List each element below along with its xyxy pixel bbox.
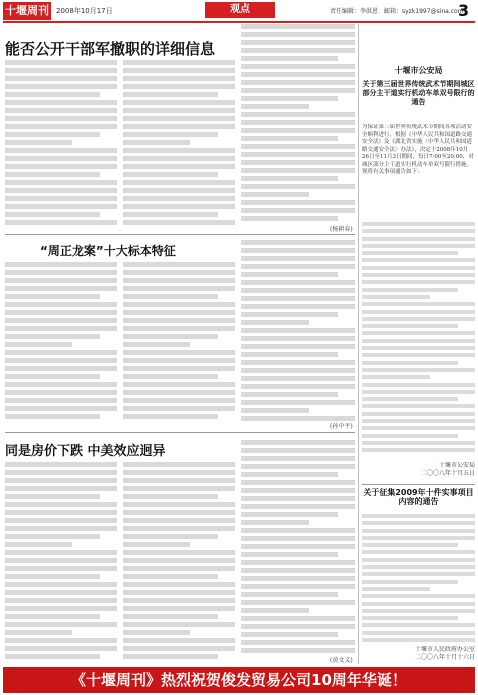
body-text-line — [241, 584, 355, 589]
body-text-line — [123, 172, 218, 177]
body-text-line — [362, 419, 475, 423]
body-text-line — [362, 237, 475, 241]
notice-2-sign-org: 十堰市人民政府办公室 — [414, 646, 475, 653]
body-text-line — [5, 310, 117, 315]
body-text-line — [241, 264, 355, 269]
body-text-line — [241, 128, 355, 133]
body-text-line — [362, 273, 475, 277]
body-text-line — [5, 542, 72, 547]
body-text-line — [5, 286, 117, 291]
body-text-line — [241, 648, 355, 653]
body-text-line — [241, 176, 338, 181]
body-text-line — [241, 624, 355, 629]
body-text-line — [362, 339, 475, 343]
body-text-line — [5, 326, 117, 331]
body-text-line — [5, 212, 100, 217]
notice-1-title-wrap — [362, 80, 475, 120]
notice-2-sign-date: 二〇〇八年十月十六日 — [414, 654, 475, 661]
body-text-line — [5, 638, 117, 643]
body-text-line — [241, 600, 355, 605]
body-text-line — [123, 638, 235, 643]
body-text-line — [123, 566, 235, 571]
body-text-line — [362, 317, 475, 321]
body-text-line — [123, 286, 235, 291]
body-text-line — [241, 296, 355, 301]
body-text-line — [123, 278, 235, 283]
body-text-line — [5, 550, 117, 555]
article-1-body-col1 — [5, 60, 117, 230]
notice-1-issuer: 十堰市公安局 — [394, 66, 443, 75]
body-text-line — [241, 520, 309, 525]
body-text-line — [362, 229, 475, 233]
body-text-line — [123, 204, 235, 209]
body-text-line — [241, 312, 338, 317]
body-text-line — [241, 368, 355, 373]
body-text-line — [241, 328, 355, 333]
body-text-line — [5, 494, 100, 499]
body-text-line — [241, 272, 338, 277]
notice-1-issuer-wrap — [362, 66, 475, 80]
body-text-line — [241, 496, 355, 501]
body-text-line — [5, 590, 117, 595]
section-divider-2 — [5, 432, 355, 433]
body-text-line — [123, 92, 218, 97]
body-text-line — [5, 124, 117, 129]
notice-1-signature — [362, 462, 475, 482]
body-text-line — [241, 408, 309, 413]
body-text-line — [123, 550, 235, 555]
body-text-line — [241, 304, 355, 309]
body-text-line — [5, 622, 117, 627]
body-text-line — [5, 406, 117, 411]
body-text-line — [241, 352, 338, 357]
body-text-line — [123, 220, 235, 225]
body-text-line — [362, 536, 475, 540]
body-text-line — [123, 124, 235, 129]
body-text-line — [5, 566, 117, 571]
body-text-line — [362, 383, 475, 387]
body-text-line — [5, 510, 117, 515]
body-text-line — [123, 462, 235, 467]
body-text-line — [123, 646, 235, 651]
body-text-line — [241, 288, 355, 293]
body-text-line — [123, 494, 218, 499]
body-text-line — [241, 544, 355, 549]
body-text-line — [123, 262, 235, 267]
body-text-line — [241, 360, 355, 365]
body-text-line — [5, 180, 117, 185]
section-divider-1 — [5, 234, 355, 235]
body-text-line — [241, 536, 355, 541]
body-text-line — [362, 514, 475, 518]
body-text-line — [362, 565, 475, 569]
body-text-line — [241, 112, 355, 117]
body-text-line — [5, 526, 117, 531]
body-text-line — [5, 350, 117, 355]
body-text-line — [362, 346, 475, 350]
body-text-line — [241, 136, 338, 141]
body-text-line — [123, 622, 235, 627]
body-text-line — [241, 104, 309, 109]
body-text-line — [362, 251, 458, 255]
body-text-line — [362, 222, 475, 226]
body-text-line — [241, 24, 355, 29]
body-text-line — [241, 248, 355, 253]
body-text-line — [5, 462, 117, 467]
notice-1-sign-org: 十堰市公安局 — [438, 462, 475, 469]
body-text-line — [241, 192, 309, 197]
body-text-line — [362, 631, 475, 635]
body-text-line — [123, 68, 235, 73]
body-text-line — [123, 334, 218, 339]
body-text-line — [5, 318, 117, 323]
body-text-line — [241, 552, 338, 557]
body-text-line — [241, 592, 338, 597]
notice-2-signature — [362, 646, 475, 666]
body-text-line — [5, 334, 100, 339]
body-text-line — [123, 478, 235, 483]
body-text-line — [362, 426, 475, 430]
article-2-byline: (孙中平) — [330, 423, 353, 430]
body-text-line — [241, 480, 355, 485]
body-text-line — [241, 64, 355, 69]
body-text-line — [362, 448, 475, 452]
body-text-line — [123, 574, 218, 579]
body-text-line — [5, 382, 117, 387]
body-text-line — [241, 56, 338, 61]
body-text-line — [5, 100, 117, 105]
page-number: 3 — [458, 1, 470, 20]
body-text-line — [123, 598, 235, 603]
body-text-line — [362, 375, 430, 379]
notice-2-title: 关于征集2009年十件实事项目内容的通告 — [363, 488, 474, 506]
body-text-line — [362, 521, 475, 525]
article-2-body-col2 — [123, 262, 235, 428]
body-text-line — [5, 470, 117, 475]
body-text-line — [241, 320, 309, 325]
newspaper-logo: 十堰周刊 — [3, 2, 51, 20]
body-text-line — [5, 148, 117, 153]
body-text-line — [123, 310, 235, 315]
body-text-line — [362, 638, 475, 642]
body-text-line — [123, 614, 218, 619]
body-text-line — [123, 534, 218, 539]
body-text-line — [5, 390, 117, 395]
body-text-line — [241, 472, 338, 477]
body-text-line — [241, 448, 355, 453]
body-text-line — [362, 397, 458, 401]
body-text-line — [241, 392, 338, 397]
body-text-line — [5, 558, 117, 563]
article-2-title: “周正龙案”十大标本特征 — [40, 244, 176, 258]
body-text-line — [123, 84, 235, 89]
body-text-line — [362, 288, 458, 292]
body-text-line — [123, 108, 235, 113]
body-text-line — [362, 361, 458, 365]
article-3-title: 同是房价下跌 中美效应迥异 — [5, 444, 166, 459]
body-text-line — [123, 374, 218, 379]
congratulation-banner: 《十堰周刊》热烈祝贺俊发贸易公司10周年华诞！ — [3, 667, 475, 693]
body-text-line — [241, 608, 309, 613]
body-text-line — [362, 404, 475, 408]
body-text-line — [241, 616, 355, 621]
notice-divider — [362, 484, 475, 485]
body-text-line — [123, 60, 235, 65]
body-text-line — [241, 336, 355, 341]
body-text-line — [362, 280, 475, 284]
notice-2-title-wrap — [362, 488, 475, 510]
body-text-line — [362, 602, 475, 606]
body-text-line — [362, 310, 475, 314]
body-text-line — [5, 68, 117, 73]
body-text-line — [5, 196, 117, 201]
body-text-line — [123, 366, 235, 371]
body-text-line — [362, 543, 458, 547]
body-text-line — [123, 100, 235, 105]
body-text-line — [5, 132, 100, 137]
article-2-body-col1 — [5, 262, 117, 428]
article-1-body-col3 — [241, 24, 355, 230]
body-text-line — [123, 326, 235, 331]
body-text-line — [241, 152, 355, 157]
body-text-line — [123, 654, 218, 659]
body-text-line — [123, 630, 190, 635]
body-text-line — [362, 558, 475, 562]
body-text-line — [123, 406, 235, 411]
body-text-line — [362, 331, 475, 335]
body-text-line — [5, 374, 100, 379]
body-text-line — [5, 582, 117, 587]
right-column-separator — [358, 24, 359, 664]
body-text-line — [5, 630, 72, 635]
body-text-line — [241, 632, 338, 637]
article-2-body-col3 — [241, 240, 355, 428]
body-text-line — [362, 368, 475, 372]
body-text-line — [362, 609, 475, 613]
body-text-line — [123, 132, 218, 137]
body-text-line — [241, 464, 355, 469]
body-text-line — [123, 188, 235, 193]
body-text-line — [5, 654, 100, 659]
body-text-line — [241, 160, 355, 165]
body-text-line — [362, 580, 458, 584]
body-text-line — [362, 353, 475, 357]
body-text-line — [123, 390, 235, 395]
masthead — [0, 0, 478, 22]
article-1-title: 能否公开干部军撤职的详细信息 — [5, 40, 216, 58]
body-text-line — [241, 560, 355, 565]
body-text-line — [5, 366, 117, 371]
section-tab: 观点 — [205, 2, 275, 18]
body-text-line — [241, 184, 355, 189]
body-text-line — [5, 188, 117, 193]
notice-2-body — [362, 514, 475, 646]
body-text-line — [123, 318, 235, 323]
body-text-line — [362, 390, 475, 394]
article-3-body-col3 — [241, 440, 355, 662]
body-text-line — [123, 414, 218, 419]
body-text-line — [5, 262, 117, 267]
body-text-line — [123, 542, 190, 547]
body-text-line — [123, 502, 235, 507]
body-text-line — [362, 623, 475, 627]
body-text-line — [123, 518, 235, 523]
body-text-line — [241, 96, 338, 101]
body-text-line — [5, 574, 100, 579]
notice-1-body — [362, 222, 475, 462]
body-text-line — [241, 640, 355, 645]
notice-1-title: 关于第三届世界传统武术节期间城区部分主干道实行机动车单双号限行的通告 — [362, 80, 475, 106]
body-text-line — [241, 344, 355, 349]
body-text-line — [5, 156, 117, 161]
body-text-line — [5, 398, 117, 403]
body-text-line — [241, 216, 338, 221]
body-text-line — [241, 208, 355, 213]
body-text-line — [123, 302, 235, 307]
body-text-line — [123, 294, 218, 299]
body-text-line — [362, 324, 458, 328]
body-text-line — [241, 456, 355, 461]
body-text-line — [241, 40, 355, 45]
body-text-line — [5, 140, 72, 145]
body-text-line — [123, 342, 190, 347]
body-text-line — [5, 84, 117, 89]
body-text-line — [241, 376, 355, 381]
body-text-line — [5, 614, 100, 619]
body-text-line — [123, 582, 235, 587]
body-text-line — [241, 256, 355, 261]
body-text-line — [5, 502, 117, 507]
article-3-body-col2 — [123, 462, 235, 662]
body-text-line — [362, 434, 458, 438]
body-text-line — [123, 382, 235, 387]
body-text-line — [241, 80, 355, 85]
body-text-line — [241, 48, 355, 53]
body-text-line — [5, 76, 117, 81]
body-text-line — [362, 616, 458, 620]
notice-1-intro: 为保证第三届世界传统武术节期间各项活动安全顺利进行，根据《中华人民共和国道路交通安全法》及《湖北省实施〈中华人民共和国道路交通安全法〉办法》，决定于2008年10月26日至11月3日期间，每日7:00至20:00，对城区部分主干道实行机动车单双号限行措施。现将有关事项通告如下： — [362, 124, 474, 175]
body-text-line — [5, 164, 117, 169]
body-text-line — [241, 120, 355, 125]
body-text-line — [362, 594, 475, 598]
body-text-line — [123, 590, 235, 595]
body-text-line — [5, 294, 100, 299]
body-text-line — [241, 88, 355, 93]
body-text-line — [241, 528, 355, 533]
body-text-line — [241, 240, 355, 245]
body-text-line — [5, 116, 117, 121]
body-text-line — [123, 148, 235, 153]
body-text-line — [5, 518, 117, 523]
body-text-line — [5, 606, 117, 611]
body-text-line — [241, 280, 355, 285]
editor-info: 责任编辑：李洪恩 邮箱：syzk1997@sina.com — [330, 8, 464, 15]
body-text-line — [362, 587, 430, 591]
body-text-line — [241, 200, 355, 205]
body-text-line — [123, 116, 235, 121]
article-3-body-col1 — [5, 462, 117, 662]
body-text-line — [362, 550, 475, 554]
body-text-line — [362, 572, 475, 576]
article-1-byline: (杨耕春) — [330, 226, 353, 233]
body-text-line — [5, 486, 117, 491]
article-3-byline: (黄文义) — [330, 657, 353, 664]
body-text-line — [241, 512, 338, 517]
body-text-line — [123, 510, 235, 515]
issue-date: 2008年10月17日 — [56, 7, 113, 15]
body-text-line — [123, 358, 235, 363]
body-text-line — [123, 486, 235, 491]
notice-1-sign-date: 二〇〇八年十月五日 — [420, 470, 475, 477]
body-text-line — [5, 108, 117, 113]
body-text-line — [5, 302, 117, 307]
body-text-line — [5, 414, 100, 419]
article-1-body-col2 — [123, 60, 235, 230]
body-text-line — [5, 598, 117, 603]
body-text-line — [5, 358, 117, 363]
body-text-line — [123, 180, 235, 185]
body-text-line — [362, 244, 475, 248]
body-text-line — [241, 384, 355, 389]
body-text-line — [123, 606, 235, 611]
notice-1-intro-wrap — [362, 124, 475, 220]
body-text-line — [123, 270, 235, 275]
body-text-line — [123, 350, 235, 355]
body-text-line — [241, 72, 355, 77]
body-text-line — [362, 258, 475, 262]
body-text-line — [123, 470, 235, 475]
body-text-line — [5, 60, 117, 65]
body-text-line — [5, 270, 117, 275]
masthead-rule — [3, 21, 475, 23]
body-text-line — [123, 156, 235, 161]
body-text-line — [5, 342, 72, 347]
body-text-line — [123, 196, 235, 201]
body-text-line — [123, 212, 218, 217]
body-text-line — [5, 92, 100, 97]
body-text-line — [123, 398, 235, 403]
body-text-line — [123, 76, 235, 81]
body-text-line — [123, 558, 235, 563]
body-text-line — [362, 302, 475, 306]
body-text-line — [362, 412, 475, 416]
body-text-line — [123, 164, 235, 169]
body-text-line — [362, 529, 475, 533]
body-text-line — [241, 488, 355, 493]
body-text-line — [241, 504, 355, 509]
body-text-line — [5, 278, 117, 283]
body-text-line — [241, 144, 355, 149]
body-text-line — [5, 478, 117, 483]
body-text-line — [241, 400, 355, 405]
body-text-line — [241, 32, 355, 37]
body-text-line — [5, 646, 117, 651]
body-text-line — [241, 576, 355, 581]
body-text-line — [123, 526, 235, 531]
body-text-line — [241, 440, 355, 445]
body-text-line — [5, 204, 117, 209]
body-text-line — [362, 266, 475, 270]
body-text-line — [5, 534, 100, 539]
body-text-line — [362, 295, 430, 299]
body-text-line — [362, 441, 475, 445]
body-text-line — [241, 168, 355, 173]
body-text-line — [5, 220, 117, 225]
body-text-line — [5, 172, 100, 177]
body-text-line — [241, 568, 355, 573]
body-text-line — [123, 140, 190, 145]
